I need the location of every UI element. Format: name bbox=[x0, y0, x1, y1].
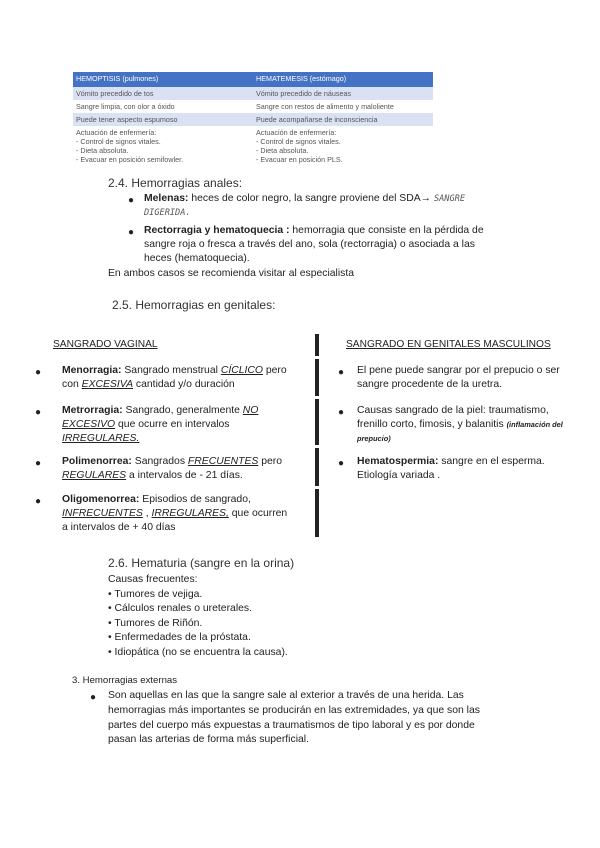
metrorragia-item bbox=[62, 404, 312, 447]
table-cell: Sangre limpia, con olor a óxido bbox=[73, 100, 253, 113]
actuacion-title: Actuación de enfermería: bbox=[256, 128, 337, 137]
section-title-2-4: 2.4. Hemorragias anales: bbox=[108, 176, 243, 190]
column-header-vaginal: SANGRADO VAGINAL bbox=[53, 339, 158, 350]
item-text: a intervalos de - 21 días. bbox=[126, 470, 243, 482]
hematospermia-item bbox=[357, 455, 592, 483]
hematospermia-label: Hematospermia: bbox=[357, 456, 439, 467]
column-divider bbox=[315, 334, 319, 356]
list-item: - Dieta absoluta. bbox=[256, 146, 430, 155]
melenas-label: Melenas: bbox=[144, 193, 189, 204]
column-divider bbox=[315, 359, 319, 396]
menorragia-label: Menorragia: bbox=[62, 365, 122, 376]
table-header-hematemesis: HEMATEMESIS (estómago) bbox=[253, 72, 433, 87]
list-item: - Control de signos vitales. bbox=[76, 137, 250, 146]
list-item: • Enfermedades de la próstata. bbox=[108, 632, 251, 644]
comparison-table bbox=[73, 72, 433, 166]
small-note: prepucio) bbox=[357, 434, 391, 444]
rectorragia-text: hemorragia que consiste en la pérdida de bbox=[289, 225, 484, 236]
list-item: • Tumores de vejiga. bbox=[108, 588, 203, 600]
highlight-text: IRREGULARES. bbox=[62, 433, 140, 445]
list-subtitle: Causas frecuentes: bbox=[108, 574, 198, 585]
column-divider bbox=[315, 489, 319, 537]
section-note: En ambos casos se recomienda visitar al especialista bbox=[108, 268, 355, 279]
item-text: sangre en el esperma. bbox=[438, 456, 545, 467]
item-text: sangre procedente de la uretra. bbox=[357, 379, 502, 391]
melenas-item bbox=[144, 192, 564, 220]
item-text: pero bbox=[262, 365, 287, 376]
table-cell-actuacion-left bbox=[73, 126, 253, 166]
list-item: • Cálculos renales o ureterales. bbox=[108, 603, 252, 615]
column-divider bbox=[315, 399, 319, 445]
item-text: Episodios de sangrado, bbox=[139, 494, 251, 505]
hematuria-list bbox=[108, 573, 288, 661]
highlight-text: EXCESIVA bbox=[81, 379, 134, 391]
paragraph-line: pasan las arterias de forma más superficial. bbox=[108, 734, 309, 746]
highlight-text: IRREGULARES, bbox=[151, 508, 229, 520]
actuacion-list bbox=[256, 137, 430, 164]
table-cell-actuacion-right bbox=[253, 126, 433, 166]
list-item: - Evacuar en posición PLS. bbox=[256, 155, 430, 164]
bullet-icon: ● bbox=[338, 407, 345, 418]
list-item: - Dieta absoluta. bbox=[76, 146, 250, 155]
actuacion-list bbox=[76, 137, 250, 164]
item-text: a intervalos de + 40 días bbox=[62, 522, 176, 534]
bullet-icon: ● bbox=[90, 692, 97, 703]
table-header-hemoptisis: HEMOPTISIS (pulmones) bbox=[73, 72, 253, 87]
item-text: cantidad y/o duración bbox=[133, 379, 235, 391]
handwritten-note: DIGERIDA. bbox=[144, 208, 191, 219]
item-text: frenillo corto, fimosis, y balanitis bbox=[357, 419, 507, 431]
table-cell: Sangre con restos de alimento y maloliente bbox=[253, 100, 433, 113]
paragraph-line: partes del cuerpo más expuestas a traumatismos de tipo laboral y es por donde bbox=[108, 719, 475, 731]
list-item: - Evacuar en posición semifowler. bbox=[76, 155, 250, 164]
menorragia-item bbox=[62, 364, 312, 392]
bullet-icon: ● bbox=[35, 367, 42, 378]
item-text: que ocurren bbox=[228, 508, 288, 520]
rectorragia-text: sangre roja o fresca a través del ano, sola (rectorragia) o asociada a las bbox=[144, 239, 475, 251]
causas-piel-item bbox=[357, 404, 597, 447]
oligomenorrea-label: Oligomenorrea: bbox=[62, 494, 140, 505]
bullet-icon: ● bbox=[35, 496, 42, 507]
bullet-icon: ● bbox=[35, 458, 42, 469]
metrorragia-label: Metrorragia: bbox=[62, 405, 123, 416]
item-text: Sangrado, generalmente bbox=[122, 405, 243, 416]
highlight-text: EXCESIVO bbox=[62, 419, 116, 431]
item-text: con bbox=[62, 379, 82, 391]
highlight-text: REGULARES bbox=[62, 470, 127, 482]
section-title-2-5: 2.5. Hemorragias en genitales: bbox=[112, 298, 276, 312]
actuacion-title: Actuación de enfermería: bbox=[76, 128, 157, 137]
column-header-masculino: SANGRADO EN GENITALES MASCULINOS bbox=[346, 339, 551, 350]
paragraph-line: hemorragias más importantes se producirán en las extremidades, ya que son las bbox=[108, 704, 480, 716]
item-text: que ocurre en intervalos bbox=[115, 419, 230, 431]
item-text: Causas sangrado de la piel: traumatismo, bbox=[357, 405, 549, 416]
pene-item bbox=[357, 364, 592, 392]
melenas-text: heces de color negro, la sangre proviene del SDA→ bbox=[188, 193, 434, 204]
highlight-text: INFRECUENTES bbox=[62, 508, 143, 520]
section-title-3: 3. Hemorragias externas bbox=[72, 675, 178, 686]
table-cell: Vómito precedido de náuseas bbox=[253, 87, 433, 100]
item-text: El pene puede sangrar por el prepucio o ser bbox=[357, 365, 560, 376]
item-text: , bbox=[142, 508, 152, 520]
oligomenorrea-item bbox=[62, 493, 312, 536]
section-title-2-6: 2.6. Hematuria (sangre en la orina) bbox=[108, 556, 295, 570]
list-item: • Idiopática (no se encuentra la causa). bbox=[108, 646, 288, 658]
hemorragias-externas-text bbox=[108, 689, 578, 748]
item-text: Etiología variada . bbox=[357, 470, 441, 482]
table-cell: Puede acompañarse de inconsciencia bbox=[253, 113, 433, 126]
small-note: (inflamación del bbox=[506, 420, 563, 430]
bullet-icon: ● bbox=[128, 227, 135, 238]
handwritten-note: SANGRE bbox=[433, 194, 465, 204]
rectorragia-item bbox=[144, 224, 564, 267]
rectorragia-label: Rectorragia y hematoquecia : bbox=[144, 225, 290, 236]
column-divider bbox=[315, 448, 319, 486]
list-item: • Tumores de Riñón. bbox=[108, 617, 203, 629]
item-text: Sangrado menstrual bbox=[121, 365, 221, 376]
polimenorrea-item bbox=[62, 455, 312, 483]
polimenorrea-label: Polimenorrea: bbox=[62, 456, 132, 467]
bullet-icon: ● bbox=[128, 195, 135, 206]
table-cell: Puede tener aspecto espumoso bbox=[73, 113, 253, 126]
bullet-icon: ● bbox=[338, 458, 345, 469]
paragraph-line: Son aquellas en las que la sangre sale al exterior a través de una herida. Las bbox=[108, 690, 464, 701]
highlight-text: NO bbox=[242, 405, 259, 416]
list-item: - Control de signos vitales. bbox=[256, 137, 430, 146]
item-text: Sangrados bbox=[131, 456, 188, 467]
bullet-icon: ● bbox=[35, 407, 42, 418]
highlight-text: CÍCLICO bbox=[220, 365, 263, 376]
rectorragia-text: heces (hematoquecia). bbox=[144, 253, 250, 265]
item-text: pero bbox=[258, 456, 283, 467]
table-cell: Vómito precedido de tos bbox=[73, 87, 253, 100]
bullet-icon: ● bbox=[338, 367, 345, 378]
highlight-text: FRECUENTES bbox=[187, 456, 259, 467]
